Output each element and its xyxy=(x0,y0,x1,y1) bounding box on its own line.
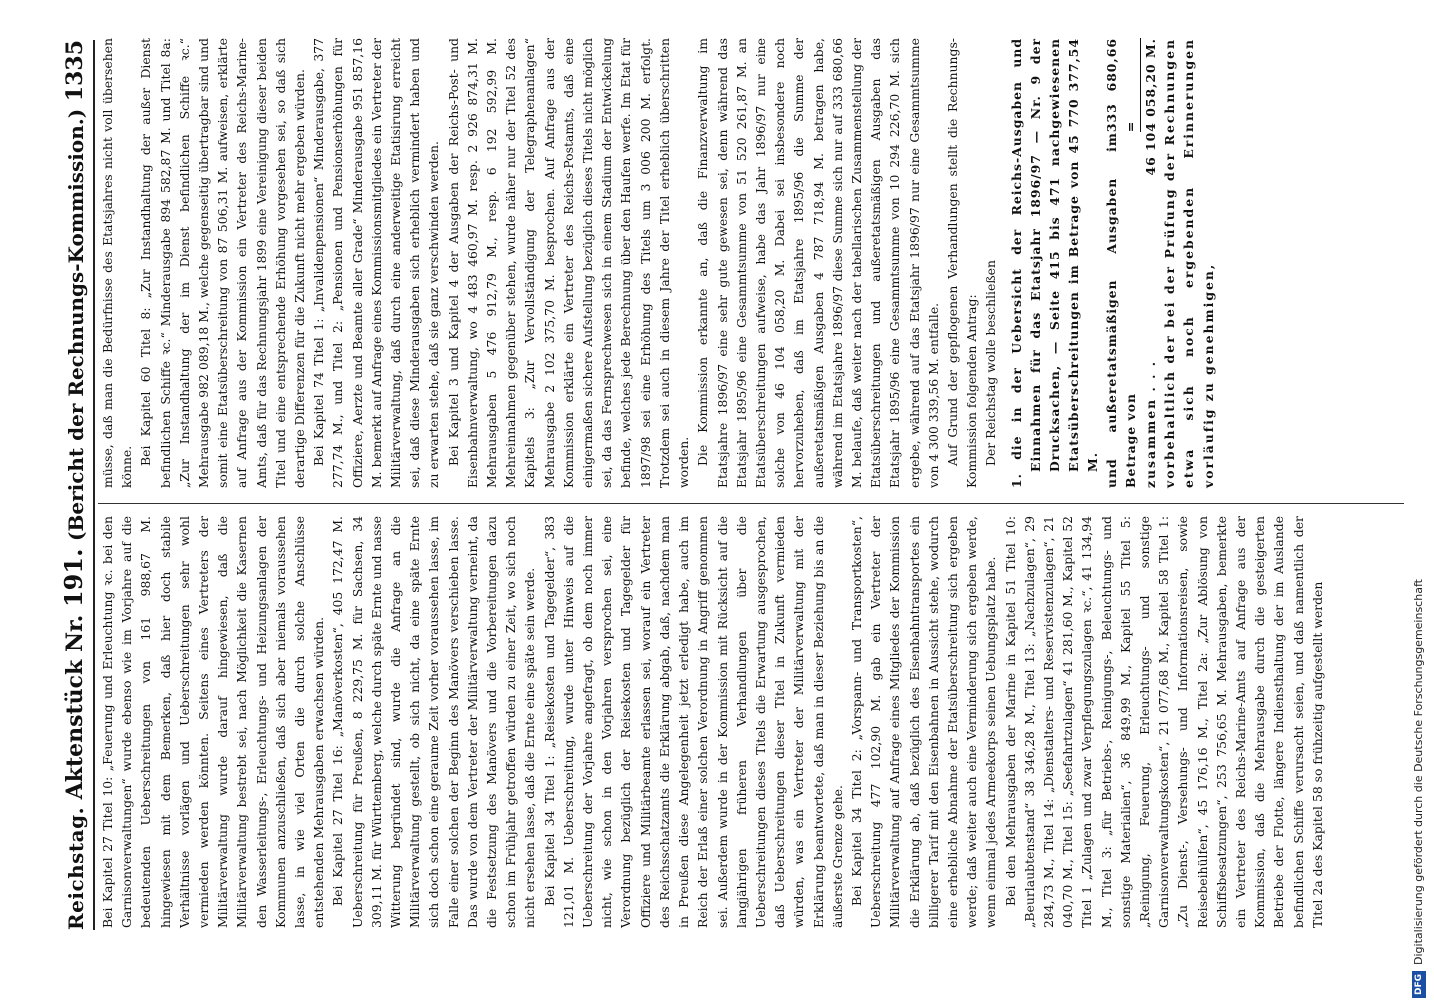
motion-amount-1: 45 770 377,54 M. xyxy=(1065,38,1100,472)
running-head xyxy=(48,40,88,930)
right-paragraph: Bei Kapitel 3 und Kapitel 4 der Ausgaben der Reichs-Post- und Eisenbahnverwaltung, wo 4 483 460,97 M. resp. 2 926 874,31 M. Mehrausgaben 5 476 912,79 M., resp. 6 192 592,99 M. Mehreinnahmen gegenüber stehen, wurde näher nur der Titel 52 des Kapitels 3: „Zur Vervollständigung der Telegraphenanlagen“ Mehrausgabe 2 102 375,70 M. besprochen. Auf Anfrage aus der Kommission erklärte ein Vertreter des Reichs-Postamts, daß eine einigermaßen sichere Aufstellung bezüglich dieses Titels nicht möglich sei, da das Fernsprechwesen sich in einem Stadium der Entwickelung befinde, welches jede Berechnung über den Haufen werfe. Im Etat für 1897/98 sei eine Erhöhung des Titels um 3 006 200 M. erfolgt. Trotzdem sei auch in diesem Jahre der Titel erheblich überschritten worden. xyxy=(445,38,692,488)
left-paragraph: Bei Kapitel 34 Titel 2: „Vorspann- und Transportkosten“, Ueberschreitung 477 102,90 M. gab ein Vertreter der Militärverwaltung auf Anfrage eines Mitgliedes der Kommission die Erklärung ab, daß bezüglich des Eisenbahntransportes ein billigerer Tarif mit den Eisenbahnen in Aussicht stehe, wodurch eine erhebliche Abnahme der Etatsüberschreitung sich ergeben werde; daß weiter auch eine Verminderung sich ergeben werde, wenn einmal jedes Armeekorps seinen Uebungsplatz habe. xyxy=(848,516,999,928)
header-center-number: 191. xyxy=(59,548,88,608)
motion-amount-2: 333 680,66 = xyxy=(1102,38,1141,132)
motion-closing: vorbehaltlich der bei der Prüfung der Rechnungen etwa sich noch ergebenden Erinnerungen vorläufig zu genehmigen, xyxy=(1162,38,1216,488)
motion-total-label: zusammen . . . xyxy=(1142,359,1158,488)
header-left: Reichstag. xyxy=(64,806,88,930)
left-column xyxy=(98,516,1404,928)
motion-total-line xyxy=(1141,38,1160,488)
motion-item xyxy=(1007,38,1102,488)
motion-extra-line xyxy=(1102,38,1141,488)
right-paragraph: müsse, daß man die Bedürfnisse des Etatsjahres nicht voll übersehen könne. xyxy=(100,38,135,488)
motion-total-amount: 46 104 058,20 M. xyxy=(1142,38,1158,176)
left-paragraph: Bei den Mehrausgaben der Marine in Kapitel 51 Titel 10: „Beurlaubtenstand“ 38 346,28 M., Titel 13: „Nachzulagen“, 29 284,73 M., Titel 14: „Dienstalters- und Reservistenzulagen“, 21 040,70 M., Titel 15: „Seefahrtzulagen“ 41 281,60 M., Kapitel 52 Titel 1 „Zulagen und zwar Verpflegungszulagen ꝛc.“, 41 134,94 M., Titel 3: „für Betriebs-, Reinigungs-, Beleuchtungs- und sonstige Materialien“, 36 849,99 M., Kapitel 55 Titel 5: „Reinigung, Feuerung, Erleuchtungs- und sonstige Garnisonverwaltungskosten“, 21 077,68 M., Kapitel 58 Titel 1: „Zu Dienst-, Versehungs- und Informationsreisen, sowie Reisebeihülfen“, 45 176,16 M., Titel 2a: „Zur Ablösung von Schiffsbesatzungen“, 253 756,65 M. Mehrausgaben, bemerkte ein Vertreter des Reichs-Marine-Amts auf Anfrage aus der Kommission, daß die Mehrausgabe durch die gesteigerten Betriebe der Flotte, längere Indiensthaltung der im Auslande befindlichen Schiffe verursacht seien, und daß namentlich der Titel 2a des Kapitel 58 so frühzeitig aufgestellt werden xyxy=(1002,516,1325,928)
header-center-prefix: Aktenstück Nr. xyxy=(62,614,88,800)
motion-item-text: 1. die in der Uebersicht der Reichs-Ausgaben und Einnahmen für das Etatsjahr 1896/97 — Nr. 9 der Drucksachen, — Seite 415 bis 471 nachgewiesenen Etatsüberschreitungen im Betrage von xyxy=(1008,38,1081,488)
watermark-text: Digitalisierung gefördert durch die Deutsche Forschungsgemeinschaft xyxy=(1412,579,1425,965)
left-paragraph: Bei Kapitel 27 Titel 10: „Feuerung und Erleuchtung ꝛc. bei den Garnisonverwaltungen“ wurde ebenso wie im Vorjahre auf die bedeutenden Ueberschreitungen von 161 988,67 M. hingewiesen mit dem Bemerken, daß hier doch stabile Verhältnisse vorlägen und Ueberschreitungen sehr wohl vermieden werden könnten. Seitens eines Vertreters der Militärverwaltung wurde darauf hingewiesen, daß die Militärverwaltung bestrebt sei, nach Möglichkeit die Kasernen den Wasserleitungs-, Erleuchtungs- und Heizungsanlagen der Kommunen anzuschließen, daß sich aber niemals voraussehen lasse, in wie viel Orten die durch solche Anschlüsse entstehenden Mehrausgaben erwachsen würden. xyxy=(100,516,327,928)
dfg-logo: DFG xyxy=(1412,971,1426,998)
page-number: 1335 xyxy=(62,40,88,102)
left-paragraph: Bei Kapitel 27 Titel 16: „Manöverkosten“, 405 172,47 M. Ueberschreitung für Preußen, 8 229,75 M. für Sachsen, 34 309,11 M. für Württemberg, welche durch späte Ernte und nasse Witterung begründet sind, wurde die Anfrage an die Militärverwaltung gestellt, ob sich nicht, da eine späte Ernte sich doch schon eine geraume Zeit vorher voraussehen lasse, im Falle einer solchen der Beginn des Manövers verschieben lasse. Das wurde von dem Vertreter der Militärverwaltung verneint, da die Festsetzung des Manövers und die Vorbereitungen dazu schon im Frühjahr getroffen würden zu einer Zeit, wo sich noch nicht ersehen lasse, daß die Ernte eine späte sein werde. xyxy=(330,516,538,928)
right-column xyxy=(98,38,1404,488)
left-paragraph: Bei Kapitel 34 Titel 1: „Reisekosten und Tagegelder“, 383 121,01 M. Ueberschreitung, wurde unter Hinweis auf die Ueberschreitung der Vorjahre angefragt, ob dem noch immer nicht, wie schon in den Vorjahren versprochen sei, eine Verordnung bezüglich der Reisekosten und Tagegelder für Offiziere und Militärbeamte erlassen sei, worauf ein Vertreter des Reichsschatzamts die Erklärung abgab, daß, nachdem man in Preußen diese Angelegenheit jetzt erledigt habe, auch im Reich der Erlaß einer solchen Verordnung in Angriff genommen sei. Außerdem wurde in der Kommission mit Rücksicht auf die langjährigen früheren Verhandlungen über die Ueberschreitungen dieses Titels die Erwartung ausgesprochen, daß Ueberschreitungen dieser Titel in Zukunft vermieden würden, was ein Vertreter der Militärverwaltung mit der Erklärung beantwortete, daß man in dieser Beziehung bis an die äußerste Grenze gehe. xyxy=(541,516,845,928)
right-paragraph: Bei Kapitel 74 Titel 1: „Invalidenpensionen“ Minderausgabe, 377 277,74 M., und Titel 2: „Pensionen und Pensionserhöhungen für Offiziere, Aerzte und Beamte aller Grade“ Minderausgabe 951 857,16 M. bemerkt auf Anfrage eines Kommissionsmitgliedes ein Vertreter der Militärverwaltung, daß durch eine anderweitige Etatisirung erreicht sei, daß diese Minderausgaben sich erheblich vermindert haben und zu erwarten stehe, daß sie ganz verschwinden werden. xyxy=(311,38,442,488)
header-center xyxy=(59,549,88,800)
right-paragraph: Bei Kapitel 60 Titel 8: „Zur Instandhaltung der außer Dienst befindlichen Schiffe ꝛc.“ Minderausgabe 894 582,87 M. und Titel 8a: „Zur Instandhaltung der im Dienst befindlichen Schiffe ꝛc.“ Mehrausgabe 982 089,18 M., welche gegenseitig übertragbar sind und somit eine Etatsüberschreitung von 87 506,31 M. aufweisen, erklärte auf Anfrage aus der Kommission ein Vertreter des Reichs-Marine-Amts, daß für das Rechnungsjahr 1899 eine Vereinigung dieser beiden Titel und eine entsprechende Erhöhung vorgesehen sei, so daß sich derartige Differenzen für die Zukunft nicht mehr ergeben würden. xyxy=(138,38,308,488)
right-paragraph: Die Kommission erkannte an, daß die Finanzverwaltung im Etatsjahre 1896/97 eine sehr gute gewesen sei, denn während das Etatsjahr 1895/96 eine Gesammtsumme von 51 520 261,87 M. an Etatsüberschreitungen aufweise, habe das Jahr 1896/97 nur eine solche von 46 104 058,20 M. Dabei sei insbesondere noch hervorzuheben, daß im Etatsjahre 1895/96 die Summe der außeretatsmäßigen Ausgaben 4 787 718,94 M. betragen habe, während im Etatsjahre 1896/97 diese Summe sich nur auf 333 680,66 M. belaufe, daß weiter nach der tabellarischen Zusammenstellung der Etatsüberschreitungen und außeretatsmäßigen Ausgaben das Etatsjahr 1895/96 eine Gesammtsumme von 10 294 226,70 M. sich ergebe, während auf das Etatsjahr 1896/97 nur eine Gesammtsumme von 4 300 339,56 M. entfalle. xyxy=(695,38,941,488)
motion-extra-label: und außeretatsmäßigen Ausgaben im Betrage von xyxy=(1103,132,1138,488)
watermark-text-line xyxy=(1408,8,1430,998)
watermark xyxy=(1408,8,1430,998)
motion-block xyxy=(1007,38,1218,488)
right-paragraph: Auf Grund der gepflogenen Verhandlungen stellt die Rechnungs-Kommission folgenden Antrag: xyxy=(944,38,980,488)
header-right: (Bericht der Rechnungs-Kommission.) xyxy=(64,108,88,542)
right-paragraph: Der Reichstag wolle beschließen xyxy=(983,260,999,466)
header-rule xyxy=(93,40,95,930)
column-divider xyxy=(98,503,1404,504)
